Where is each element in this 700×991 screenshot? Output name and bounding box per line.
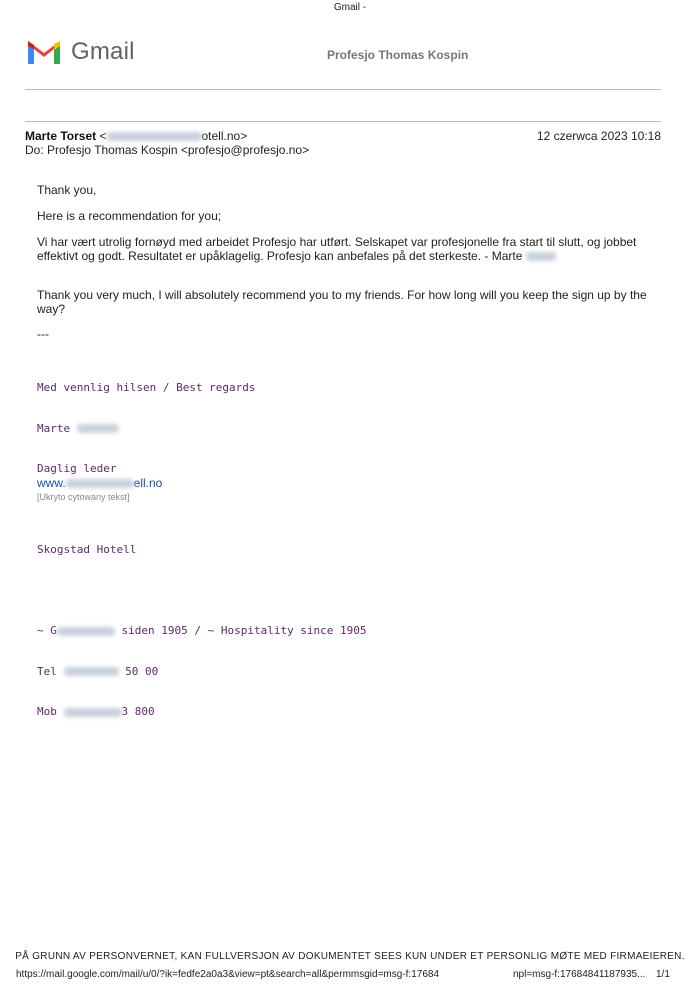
signature-mob	[37, 705, 367, 719]
greeting: Thank you,	[37, 183, 97, 197]
thanks-text: Thank you very much, I will absolutely recommend you to my friends. For how long will you keep the sign up by the way?	[37, 288, 647, 316]
tagline-prefix: ~ G	[37, 624, 57, 637]
page-number: 1/1	[656, 969, 670, 980]
redacted-surname-blur	[77, 424, 119, 433]
signature-tel	[37, 665, 367, 679]
header-divider	[25, 89, 661, 90]
sender-email: < otell.no>	[99, 129, 248, 143]
redacted-phone-blur	[64, 667, 119, 676]
signature-name-line	[37, 422, 367, 436]
signature	[37, 354, 367, 732]
message-divider	[25, 121, 661, 122]
redacted-phone-blur	[64, 708, 122, 717]
recommendation-text	[37, 235, 647, 263]
account-name: Profesjo Thomas Kospin	[327, 48, 469, 62]
redacted-text-blur	[57, 627, 115, 636]
tel-suffix: 50 00	[125, 664, 159, 678]
signature-title: Daglig leder	[37, 462, 117, 475]
message-header	[25, 129, 661, 143]
separator: ---	[37, 327, 49, 341]
signature-regards: Med vennlig hilsen / Best regards	[37, 381, 256, 394]
tagline-suffix: siden 1905 / ~ Hospitality since 1905	[121, 624, 367, 637]
recipient-line: Do: Profesjo Thomas Kospin <profesjo@profesjo.no>	[25, 143, 310, 157]
sender-email-suffix: otell.no>	[201, 129, 248, 143]
signature-company: Skogstad Hotell	[37, 543, 137, 556]
print-url-tail: npl=msg-f:17684841187935...	[513, 969, 646, 980]
message-date: 12 czerwca 2023 10:18	[536, 129, 661, 143]
website-link[interactable]	[37, 476, 162, 490]
gmail-logo	[25, 37, 135, 66]
redacted-surname-blur	[526, 252, 556, 261]
show-quoted-text[interactable]: [Ukryto cytowany tekst]	[37, 492, 130, 502]
window-title: Gmail -	[333, 2, 367, 13]
link-suffix: ell.no	[133, 476, 163, 490]
redacted-domain-blur	[66, 479, 134, 488]
privacy-disclaimer: PÅ GRUNN AV PERSONVERNET, KAN FULLVERSJON AV DOKUMENTET SEES KUN UNDER ET PERSONLIG MØTE MED FIRMAEIEREN.	[15, 951, 685, 962]
intro: Here is a recommendation for you;	[37, 209, 222, 223]
gmail-logo-icon	[25, 37, 63, 66]
tel-label: Tel	[37, 664, 57, 678]
signature-tagline	[37, 624, 367, 638]
recommendation-body: Vi har vært utrolig fornøyd med arbeidet Profesjo har utført. Selskapet var profesjonelle fra start til slutt, og jobbet effektivt og godt. Resultatet er upåklagelig. Profesjo kan anbefales på det sterkeste. - Marte	[37, 235, 637, 263]
link-prefix: www.	[37, 476, 66, 490]
signature-name: Marte	[37, 421, 71, 435]
print-url: https://mail.google.com/mail/u/0/?ik=fedfe2a0a3&view=pt&search=all&permmsgid=msg-f:17684	[16, 969, 440, 980]
gmail-logo-text: Gmail	[71, 37, 135, 65]
mob-label: Mob	[37, 705, 57, 718]
redacted-email-blur	[107, 132, 202, 141]
sender-name: Marte Torset	[25, 129, 97, 143]
mob-suffix: 3 800	[121, 705, 155, 718]
